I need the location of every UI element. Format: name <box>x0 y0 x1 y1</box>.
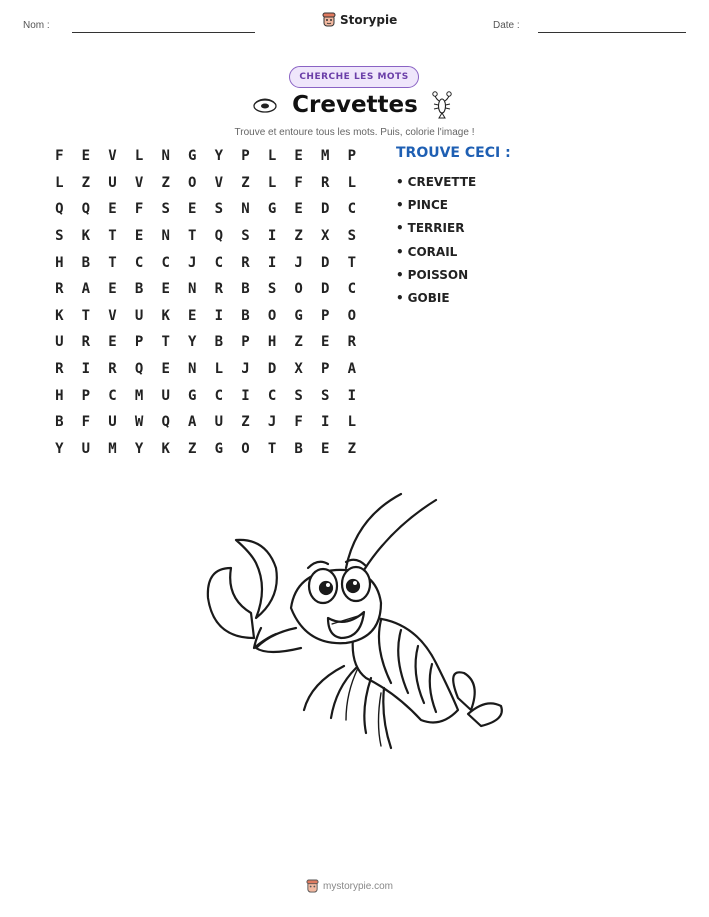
grid-letter[interactable]: Y <box>188 334 197 351</box>
word-label: CORAIL <box>407 244 458 259</box>
grid-letter[interactable]: R <box>81 334 91 351</box>
grid-letter[interactable]: X <box>321 228 330 245</box>
grid-letter[interactable]: E <box>134 228 144 245</box>
grid-letter[interactable]: P <box>241 334 250 351</box>
storypie-mascot-icon <box>322 12 336 28</box>
grid-letter[interactable]: L <box>134 148 144 165</box>
grid-letter[interactable]: G <box>214 440 224 457</box>
grid-letter[interactable]: E <box>108 281 117 298</box>
word-label: PINCE <box>407 197 448 212</box>
grid-letter[interactable]: C <box>347 201 357 218</box>
grid-letter[interactable]: T <box>347 254 357 271</box>
grid-letter[interactable]: I <box>81 361 91 378</box>
grid-row <box>46 143 365 170</box>
word-label: POISSON <box>407 267 469 282</box>
grid-letter[interactable]: A <box>81 281 91 298</box>
word-list-item <box>396 240 476 263</box>
grid-letter[interactable]: E <box>161 361 170 378</box>
grid-letter[interactable]: V <box>134 174 144 191</box>
grid-letter[interactable]: E <box>81 148 91 165</box>
grid-letter[interactable]: E <box>188 307 197 324</box>
grid-letter[interactable]: S <box>161 201 170 218</box>
grid-letter[interactable]: M <box>134 387 144 404</box>
grid-letter[interactable]: L <box>267 148 277 165</box>
grid-letter[interactable]: H <box>55 254 64 271</box>
grid-letter[interactable]: E <box>108 201 117 218</box>
word-list <box>396 170 476 310</box>
grid-letter[interactable]: Y <box>134 440 144 457</box>
grid-letter[interactable]: E <box>321 334 330 351</box>
grid-letter[interactable]: R <box>55 281 64 298</box>
grid-letter[interactable]: P <box>134 334 144 351</box>
grid-letter[interactable]: S <box>347 228 357 245</box>
grid-letter[interactable]: T <box>108 228 117 245</box>
word-label: CREVETTE <box>407 174 477 189</box>
grid-letter[interactable]: T <box>267 440 277 457</box>
grid-letter[interactable]: A <box>188 414 197 431</box>
bullet: • <box>396 267 404 282</box>
shrimp-coloring-illustration <box>196 488 516 778</box>
grid-letter[interactable]: G <box>267 201 277 218</box>
grid-letter[interactable]: U <box>134 307 144 324</box>
grid-letter[interactable]: T <box>81 307 91 324</box>
lobster-icon <box>430 91 454 119</box>
grid-letter[interactable]: U <box>108 174 117 191</box>
grid-letter[interactable]: K <box>161 307 170 324</box>
grid-letter[interactable]: R <box>321 174 330 191</box>
grid-letter[interactable]: D <box>321 254 330 271</box>
grid-letter[interactable]: E <box>294 201 303 218</box>
grid-row <box>46 170 365 197</box>
grid-letter[interactable]: Z <box>81 174 91 191</box>
bullet: • <box>396 197 404 212</box>
grid-letter[interactable]: L <box>214 361 224 378</box>
grid-letter[interactable]: G <box>188 148 197 165</box>
grid-letter[interactable]: N <box>241 201 250 218</box>
grid-letter[interactable]: R <box>55 361 64 378</box>
grid-letter[interactable]: M <box>321 148 330 165</box>
grid-letter[interactable]: U <box>55 334 64 351</box>
grid-letter[interactable]: G <box>188 387 197 404</box>
grid-letter[interactable]: Z <box>241 414 250 431</box>
grid-letter[interactable]: H <box>267 334 277 351</box>
grid-row <box>46 356 365 383</box>
grid-letter[interactable]: B <box>134 281 144 298</box>
brand-logo <box>322 12 397 28</box>
grid-letter[interactable]: X <box>294 361 303 378</box>
grid-letter[interactable]: U <box>81 440 91 457</box>
grid-letter[interactable]: R <box>214 281 224 298</box>
grid-row <box>46 196 365 223</box>
grid-letter[interactable]: Q <box>55 201 64 218</box>
grid-letter[interactable]: V <box>214 174 224 191</box>
grid-letter[interactable]: C <box>134 254 144 271</box>
word-search-badge: CHERCHE LES MOTS <box>289 66 419 88</box>
grid-letter[interactable]: Q <box>81 201 91 218</box>
grid-row <box>46 223 365 250</box>
grid-row <box>46 249 365 276</box>
grid-letter[interactable]: N <box>188 281 197 298</box>
grid-letter[interactable]: T <box>188 228 197 245</box>
grid-letter[interactable]: I <box>267 228 277 245</box>
grid-letter[interactable]: O <box>241 440 250 457</box>
word-list-item <box>396 263 476 286</box>
word-label: TERRIER <box>407 221 465 236</box>
grid-letter[interactable]: Y <box>214 148 224 165</box>
grid-letter[interactable]: O <box>188 174 197 191</box>
grid-letter[interactable]: Z <box>241 174 250 191</box>
grid-letter[interactable]: J <box>294 254 303 271</box>
grid-letter[interactable]: F <box>81 414 91 431</box>
grid-letter[interactable]: O <box>294 281 303 298</box>
grid-letter[interactable]: A <box>347 361 357 378</box>
date-line <box>538 32 686 33</box>
grid-letter[interactable]: R <box>241 254 250 271</box>
footer <box>306 879 393 894</box>
grid-row <box>46 276 365 303</box>
grid-letter[interactable]: D <box>321 201 330 218</box>
grid-letter[interactable]: G <box>294 307 303 324</box>
grid-letter[interactable]: S <box>214 201 224 218</box>
grid-letter[interactable]: P <box>321 307 330 324</box>
brand-name: Storypie <box>340 13 398 27</box>
grid-letter[interactable]: L <box>267 174 277 191</box>
word-list-item <box>396 193 476 216</box>
grid-letter[interactable]: E <box>108 334 117 351</box>
grid-letter[interactable]: E <box>161 281 170 298</box>
grid-letter[interactable]: S <box>321 387 330 404</box>
grid-letter[interactable]: R <box>108 361 117 378</box>
bullet: • <box>396 174 404 189</box>
grid-letter[interactable]: J <box>188 254 197 271</box>
grid-letter[interactable]: I <box>214 307 224 324</box>
grid-letter[interactable]: N <box>161 148 170 165</box>
grid-letter[interactable]: D <box>321 281 330 298</box>
bullet: • <box>396 291 404 306</box>
grid-letter[interactable]: Z <box>294 228 303 245</box>
grid-row <box>46 436 365 463</box>
clam-icon <box>252 96 278 114</box>
name-label: Nom : <box>23 20 50 31</box>
grid-row <box>46 329 365 356</box>
grid-letter[interactable]: M <box>108 440 117 457</box>
grid-letter[interactable]: I <box>321 414 330 431</box>
bullet: • <box>396 221 404 236</box>
grid-letter[interactable]: E <box>321 440 330 457</box>
grid-letter[interactable]: C <box>267 387 277 404</box>
grid-letter[interactable]: K <box>161 440 170 457</box>
grid-letter[interactable]: D <box>267 361 277 378</box>
word-list-title: TROUVE CECI : <box>396 145 511 161</box>
grid-letter[interactable]: B <box>294 440 303 457</box>
grid-letter[interactable]: O <box>347 307 357 324</box>
grid-letter[interactable]: C <box>161 254 170 271</box>
word-list-item <box>396 286 476 309</box>
grid-letter[interactable]: S <box>241 228 250 245</box>
grid-letter[interactable]: Q <box>214 228 224 245</box>
grid-letter[interactable]: P <box>347 148 357 165</box>
word-list-item <box>396 170 476 193</box>
grid-letter[interactable]: Z <box>347 440 357 457</box>
grid-letter[interactable]: S <box>55 228 64 245</box>
grid-letter[interactable]: C <box>347 281 357 298</box>
grid-letter[interactable]: Q <box>161 414 170 431</box>
grid-letter[interactable]: B <box>214 334 224 351</box>
grid-letter[interactable]: J <box>267 414 277 431</box>
grid-letter[interactable]: R <box>347 334 357 351</box>
grid-letter[interactable]: U <box>214 414 224 431</box>
name-line <box>72 32 255 33</box>
grid-letter[interactable]: O <box>267 307 277 324</box>
page-title: Crevettes <box>292 92 418 118</box>
grid-letter[interactable]: Z <box>161 174 170 191</box>
word-list-item <box>396 217 476 240</box>
grid-letter[interactable]: F <box>294 174 303 191</box>
grid-row <box>46 382 365 409</box>
grid-letter[interactable]: K <box>55 307 64 324</box>
grid-letter[interactable]: Q <box>134 361 144 378</box>
grid-letter[interactable]: V <box>108 307 117 324</box>
grid-letter[interactable]: Y <box>55 440 64 457</box>
grid-letter[interactable]: P <box>81 387 91 404</box>
grid-letter[interactable]: F <box>134 201 144 218</box>
instructions-text: Trouve et entoure tous les mots. Puis, colorie l'image ! <box>234 127 475 138</box>
grid-letter[interactable]: F <box>55 148 64 165</box>
grid-letter[interactable]: L <box>55 174 64 191</box>
date-label: Date : <box>493 20 520 31</box>
grid-letter[interactable]: T <box>108 254 117 271</box>
grid-letter[interactable]: U <box>108 414 117 431</box>
grid-letter[interactable]: S <box>294 387 303 404</box>
grid-letter[interactable]: B <box>55 414 64 431</box>
storypie-mascot-icon <box>306 879 319 894</box>
grid-letter[interactable]: E <box>188 201 197 218</box>
grid-letter[interactable]: E <box>294 148 303 165</box>
grid-letter[interactable]: Z <box>188 440 197 457</box>
grid-letter[interactable]: K <box>81 228 91 245</box>
grid-letter[interactable]: J <box>241 361 250 378</box>
grid-letter[interactable]: Z <box>294 334 303 351</box>
grid-letter[interactable]: C <box>108 387 117 404</box>
grid-letter[interactable]: B <box>241 307 250 324</box>
grid-letter[interactable]: P <box>321 361 330 378</box>
grid-letter[interactable]: F <box>294 414 303 431</box>
grid-letter[interactable]: L <box>347 174 357 191</box>
grid-letter[interactable]: L <box>347 414 357 431</box>
grid-row <box>46 409 365 436</box>
grid-letter[interactable]: P <box>241 148 250 165</box>
grid-letter[interactable]: U <box>161 387 170 404</box>
grid-row <box>46 303 365 330</box>
grid-letter[interactable]: I <box>267 254 277 271</box>
grid-letter[interactable]: B <box>241 281 250 298</box>
grid-letter[interactable]: T <box>161 334 170 351</box>
footer-site: mystorypie.com <box>323 881 394 892</box>
word-label: GOBIE <box>407 291 450 306</box>
bullet: • <box>396 244 404 259</box>
grid-letter[interactable]: N <box>188 361 197 378</box>
grid-letter[interactable]: C <box>214 254 224 271</box>
grid-letter[interactable]: B <box>81 254 91 271</box>
grid-letter[interactable]: H <box>55 387 64 404</box>
grid-letter[interactable]: V <box>108 148 117 165</box>
grid-letter[interactable]: N <box>161 228 170 245</box>
grid-letter[interactable]: W <box>134 414 144 431</box>
grid-letter[interactable]: I <box>241 387 250 404</box>
letter-grid <box>46 143 365 462</box>
grid-letter[interactable]: C <box>214 387 224 404</box>
grid-letter[interactable]: I <box>347 387 357 404</box>
grid-letter[interactable]: S <box>267 281 277 298</box>
